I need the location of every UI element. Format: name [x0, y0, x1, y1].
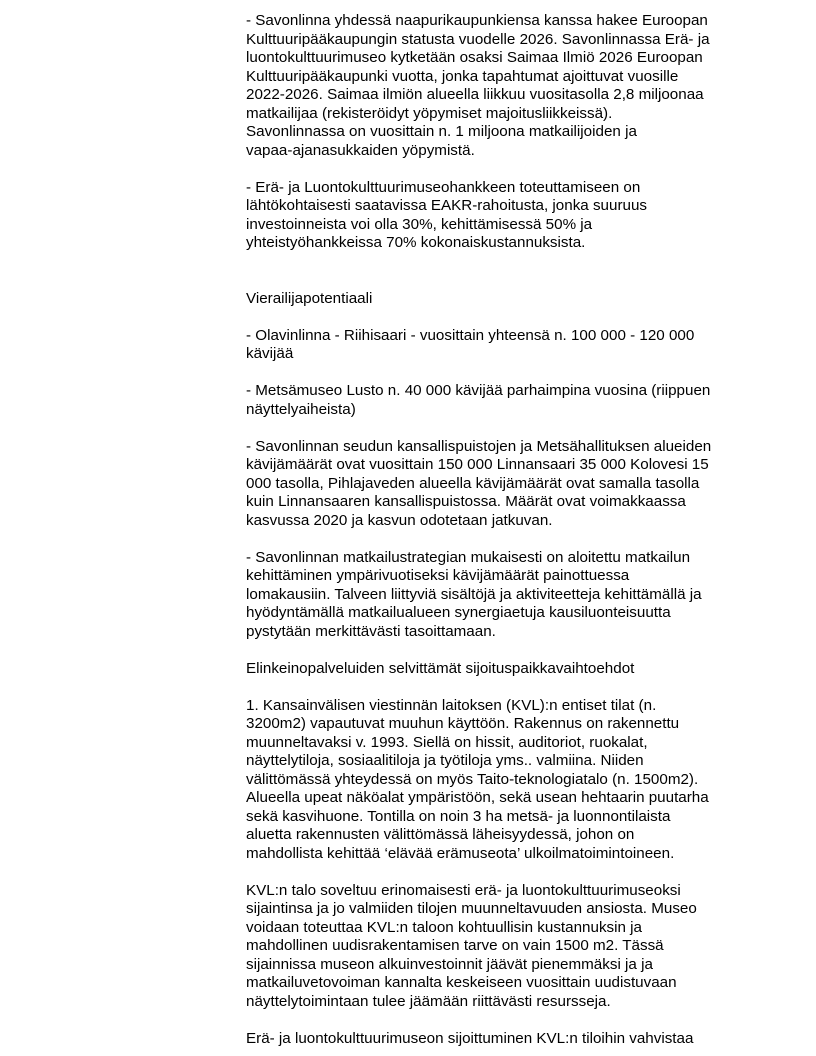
paragraph-spacer [246, 364, 746, 383]
paragraph-spacer [246, 1011, 746, 1030]
paragraph-olavinlinna: - Olavinlinna - Riihisaari - vuosittain yhteensä n. 100 000 - 120 000 kävijää [246, 326, 695, 362]
paragraph-spacer [246, 308, 746, 327]
paragraph-kvl-conclusion: Erä- ja luontokulttuurimuseon sijoittuminen KVL:n tiloihin vahvistaa [246, 1029, 694, 1047]
paragraph-spacer [246, 530, 746, 549]
paragraph-tourism-strategy: - Savonlinnan matkailustrategian mukaisesti on aloitettu matkailun kehittäminen ympärivuotiseksi kävijämäärät painottuessa lomakausiin. Talveen liittyviä sisältöjä ja aktiviteetteja kehittämällä ja hyödyntämällä matkailualueen synergiaetuja kausiluonteisuutta pystytään merkittävästi tasoittamaan. [246, 548, 702, 640]
paragraph-spacer [246, 160, 746, 179]
paragraph-kvl-premises: 1. Kansainvälisen viestinnän laitoksen (KVL):n entiset tilat (n. 3200m2) vapautuvat muuhun käyttöön. Rakennus on rakennettu muunneltavaksi v. 1993. Siellä on hissit, auditoriot, ruokalat, näyttelytiloja, sosiaalitiloja ja työtiloja yms.. valmiina. Niiden välittömässä yhteydessä on myös Taito-teknologiatalo (n. 1500m2). Alueella upeat näköalat ympäristöön, sekä usean hehtaarin puutarha sekä kasvihuone. Tontilla on noin 3 ha metsä- ja luonnontilaista aluetta rakennusten välittömässä läheisyydessä, johon on mahdollista kehittää ‘elävää erämuseota’ ulkoilmatoimintoineen. [246, 696, 709, 862]
paragraph-spacer [246, 641, 746, 660]
paragraph-eakr-funding: - Erä- ja Luontokulttuurimuseohankkeen toteuttamiseen on lähtökohtaisesti saatavissa EAKR-rahoitusta, jonka suuruus investoinneista voi olla 30%, kehittämisessä 50% ja yhteistyöhankkeissa 70% kokonaiskustannuksista. [246, 178, 647, 251]
paragraph-capital-of-culture: - Savonlinna yhdessä naapurikaupunkiensa kanssa hakee Euroopan Kulttuuripääkaupungin statusta vuodelle 2026. Savonlinnassa Erä- ja luontokulttuurimuseo kytketään osaksi Saimaa Ilmiö 2026 Euroopan Kulttuuripääkaupunki vuotta, jonka tapahtumat ajoittuvat vuosille 2022-2026. Saimaa ilmiön alueella liikkuu vuositasolla 2,8 miljoonaa matkailijaa (rekisteröidyt yöpymiset majoitusliikkeissä). Savonlinnassa on vuosittain n. 1 miljoona matkailijoiden ja vapaa-ajanasukkaiden yöpymistä. [246, 12, 710, 159]
paragraph-kvl-suitability: KVL:n talo soveltuu erinomaisesti erä- ja luontokulttuurimuseoksi sijaintinsa ja jo valmiiden tilojen muunneltavuuden ansiosta. Museo voidaan toteuttaa KVL:n taloon kohtuullisin kustannuksin ja mahdollinen uudisrakentamisen tarve on vain 1500 m2. Tässä sijainnissa museon alkuinvestoinnit jäävät pienemmäksi ja ja matkailuvetovoiman kannalta keskeiseen vuosittain uudistuvaan näyttelytoimintaan tulee jäämään riittävästi resursseja. [246, 881, 697, 1010]
paragraph-spacer [246, 253, 746, 290]
paragraph-lusto: - Metsämuseo Lusto n. 40 000 kävijää parhaimpina vuosina (riippuen näyttelyaiheista) [246, 382, 711, 418]
paragraph-spacer [246, 863, 746, 882]
document-page [246, 12, 746, 1048]
paragraph-spacer [246, 678, 746, 697]
heading-visitor-potential: Vierailijapotentiaali [246, 289, 373, 307]
paragraph-spacer [246, 419, 746, 438]
heading-location-options: Elinkeinopalveluiden selvittämät sijoituspaikkavaihtoehdot [246, 659, 635, 677]
paragraph-national-parks: - Savonlinnan seudun kansallispuistojen ja Metsähallituksen alueiden kävijämäärät ovat vuosittain 150 000 Linnansaari 35 000 Kolovesi 15 000 tasolla, Pihlajaveden alueella kävijämäärät ovat samalla tasolla kuin Linnansaaren kansallispuistossa. Määrät ovat voimakkaassa kasvussa 2020 ja kasvun odotetaan jatkuvan. [246, 437, 712, 529]
